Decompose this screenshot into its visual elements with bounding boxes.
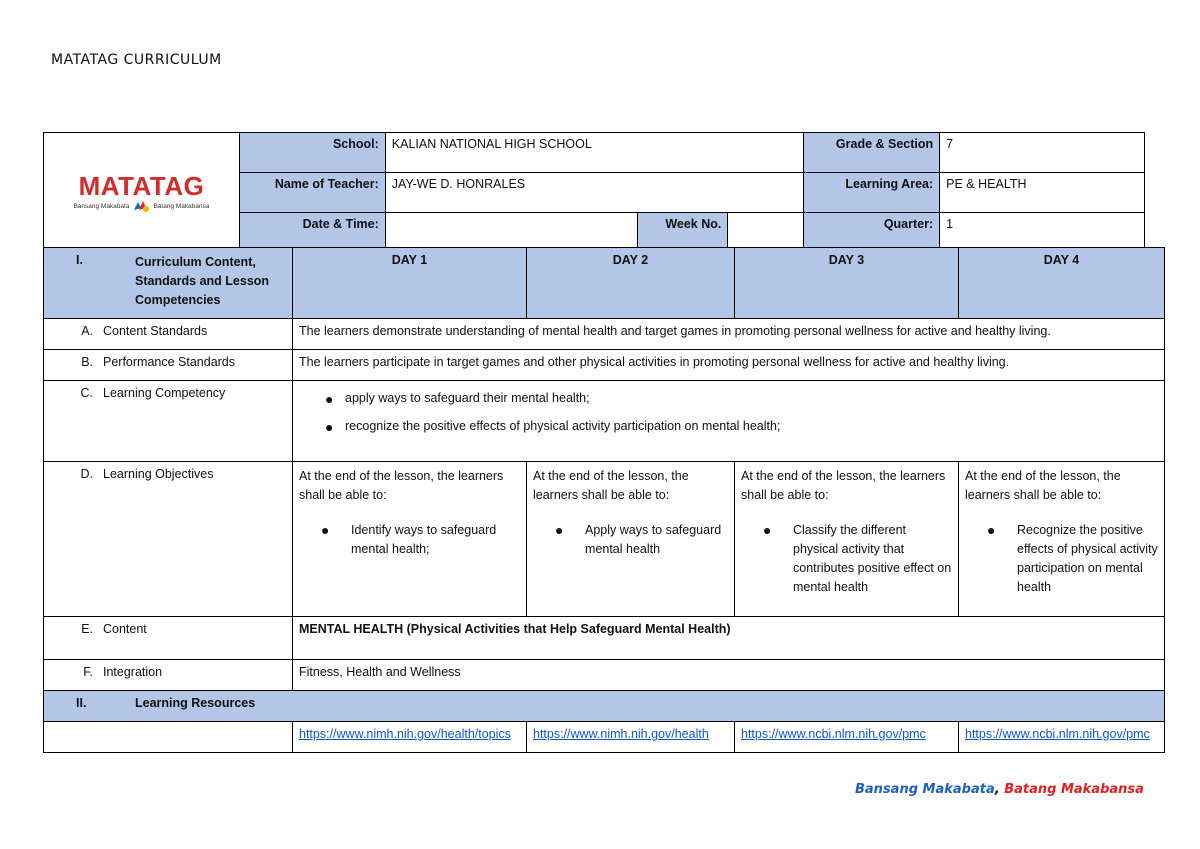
row-a-label: Content Standards (103, 324, 208, 338)
competency-list (319, 391, 1158, 433)
section2-number: II. (76, 696, 87, 710)
resource-link[interactable]: https://www.ncbi.nlm.nih.gov/pmc (741, 727, 926, 741)
competency-item: ● apply ways to safeguard their mental health; (319, 391, 1158, 405)
teacher-value[interactable]: JAY-WE D. HONRALES (385, 173, 803, 213)
objective-intro: At the end of the lesson, the learners shall be able to: (965, 469, 1121, 502)
document-header-title: MATATAG CURRICULUM (51, 52, 222, 68)
day1-objectives (293, 462, 527, 617)
resource-link[interactable]: https://www.ncbi.nlm.nih.gov/pmc (965, 727, 1150, 741)
logo-hands-icon (132, 200, 150, 212)
objective-intro: At the end of the lesson, the learners shall be able to: (299, 469, 504, 502)
integration-value: Fitness, Health and Wellness (293, 660, 1165, 691)
row-a-letter: A. (81, 324, 93, 338)
bullet-icon: ● (321, 522, 330, 538)
day2-objectives (527, 462, 735, 617)
logo-tagline (50, 200, 233, 212)
objective-item: Identify ways to safeguard mental health; (351, 523, 497, 556)
day3-header: DAY 3 (735, 248, 959, 319)
section1-heading (44, 248, 293, 319)
row-b-label: Performance Standards (103, 355, 236, 369)
row-c-letter: C. (80, 386, 93, 400)
competency-item: ● recognize the positive effects of physical activity participation on mental health; (319, 419, 1158, 433)
day1-header: DAY 1 (293, 248, 527, 319)
objective-intro: At the end of the lesson, the learners shall be able to: (533, 469, 689, 502)
objective-item: Recognize the positive effects of physical activity participation on mental health (1017, 523, 1158, 594)
row-c-label: Learning Competency (103, 386, 226, 400)
integration-row (44, 660, 1165, 691)
day4-header: DAY 4 (959, 248, 1165, 319)
lesson-info-table (43, 132, 1145, 253)
objective-item: Apply ways to safeguard mental health (585, 523, 722, 556)
footer-motto-part2: Batang Makabansa (1004, 782, 1144, 797)
row-b-letter: B. (81, 355, 93, 369)
footer-motto-part1: Bansang Makabata (855, 782, 995, 797)
grade-section-label: Grade & Section (804, 133, 940, 173)
resource-link[interactable]: https://www.nimh.nih.gov/health (533, 727, 709, 741)
footer-motto (855, 782, 1144, 797)
content-standards-value: The learners demonstrate understanding of mental health and target games in promoting personal wellness for active and healthy living. (293, 319, 1165, 350)
bullet-icon: ● (763, 522, 772, 538)
section-header-row (44, 248, 1165, 319)
date-time-label: Date & Time: (239, 213, 385, 253)
performance-standards-row (44, 350, 1165, 381)
teacher-label: Name of Teacher: (239, 173, 385, 213)
section1-label: Curriculum Content, Standards and Lesson Competencies (135, 255, 270, 307)
bullet-icon: ● (987, 522, 996, 538)
day2-header: DAY 2 (527, 248, 735, 319)
resources-empty-cell (44, 722, 293, 753)
row-d-letter: D. (80, 467, 93, 481)
quarter-label: Quarter: (804, 213, 940, 253)
learning-area-label: Learning Area: (804, 173, 940, 213)
school-value[interactable]: KALIAN NATIONAL HIGH SCHOOL (385, 133, 803, 173)
logo-tag-right: Batang Makabansa (153, 202, 210, 210)
learning-competency-row (44, 381, 1165, 462)
lesson-plan-table (43, 247, 1165, 753)
objective-item: Classify the different physical activity that contributes positive effect on mental health (793, 523, 952, 594)
logo-tag-left: Bansang Makabata (73, 202, 130, 210)
row-e-label: Content (103, 622, 147, 636)
content-row (44, 617, 1165, 660)
day4-objectives (959, 462, 1165, 617)
school-label: School: (239, 133, 385, 173)
day3-objectives (735, 462, 959, 617)
content-standards-row (44, 319, 1165, 350)
quarter-value[interactable]: 1 (940, 213, 1145, 253)
learning-area-value[interactable]: PE & HEALTH (940, 173, 1145, 213)
row-f-label: Integration (103, 665, 163, 679)
section2-label: Learning Resources (135, 696, 256, 710)
footer-motto-sep: , (994, 782, 1005, 797)
matatag-logo (44, 133, 240, 253)
row-d-label: Learning Objectives (103, 467, 214, 481)
content-value: MENTAL HEALTH (Physical Activities that Help Safeguard Mental Health) (293, 617, 1165, 660)
resources-row (44, 722, 1165, 753)
week-no-label: Week No. (638, 213, 728, 253)
section2-header-row (44, 691, 1165, 722)
row-e-letter: E. (81, 622, 93, 636)
grade-section-value[interactable]: 7 (940, 133, 1145, 173)
objective-intro: At the end of the lesson, the learners shall be able to: (741, 469, 946, 502)
bullet-icon: ● (555, 522, 564, 538)
performance-standards-value: The learners participate in target games and other physical activities in promoting personal wellness for active and healthy living. (293, 350, 1165, 381)
learning-objectives-row (44, 462, 1165, 617)
row-f-letter: F. (83, 665, 93, 679)
resource-link[interactable]: https://www.nimh.nih.gov/health/topics (299, 727, 511, 741)
section1-number: I. (76, 253, 83, 267)
logo-wordmark: MATATAG (78, 171, 205, 201)
